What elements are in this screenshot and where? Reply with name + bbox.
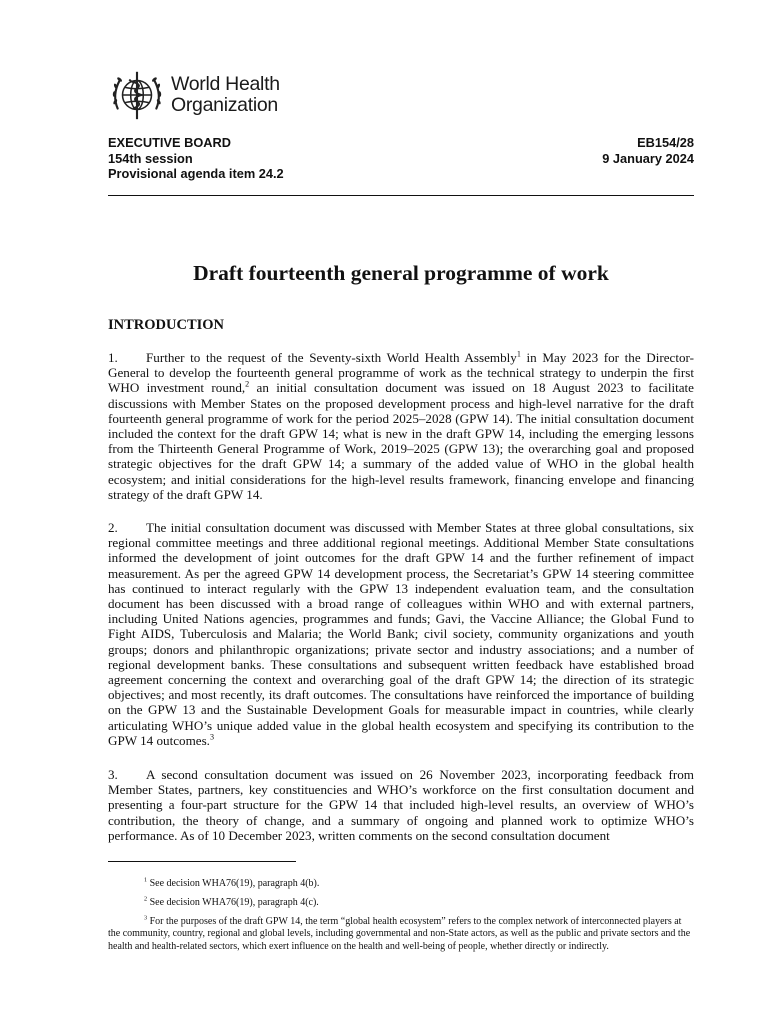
agenda-item: Provisional agenda item 24.2	[108, 166, 284, 181]
header-left	[108, 135, 284, 182]
document-header	[108, 135, 694, 182]
header-divider	[108, 195, 694, 196]
paragraph-number: 2.	[108, 520, 118, 535]
document-symbol: EB154/28	[637, 135, 694, 150]
footnote-ref[interactable]: 3	[209, 732, 215, 742]
header-right	[602, 135, 694, 182]
organization-name	[171, 74, 280, 116]
footnote-3	[108, 916, 694, 953]
footnote-1	[108, 878, 694, 890]
org-name-line-1: World Health	[171, 73, 280, 95]
paragraph-text: in May 2023 for the Director-General to develop the fourteenth general programme of work as the technical strategy to underpin the first WHO investment round,	[108, 350, 694, 396]
footnote-mark: 2	[144, 895, 148, 903]
footnote-text: See decision WHA76(19), paragraph 4(b).	[147, 878, 320, 889]
footnote-text: See decision WHA76(19), paragraph 4(c).	[147, 897, 319, 908]
paragraph-2	[108, 520, 694, 748]
footnote-2	[108, 897, 694, 909]
board-name: EXECUTIVE BOARD	[108, 135, 232, 150]
paragraph-text: The initial consultation document was discussed with Member States at three global consultations, six regional committee meetings and three additional regional meetings. Additional Member State consultations informed the development of joint outcomes for the draft GPW 14 and the further refinement of impact measurement. As per the agreed GPW 14 development process, the Secretariat’s GPW 14 steering committee has continued to interact regularly with the GPW 13 independent evaluation team, and the consultation document has been discussed with a broad range of colleagues within WHO and with external partners, including United Nations agencies, programmes and funds; Gavi, the Vaccine Alliance; the Global Fund to Fight AIDS, Tuberculosis and Malaria; the World Bank; civil society, community organizations and youth groups; donors and philanthropic organizations; private sector and industry associations; and a number of regional development banks. These consultations and subsequent written feedback have established broad agreement concerning the context and overarching goal of the draft GPW 14; the direction of its strategic objectives; and most recently, its draft outcomes. The consultations have reinforced the importance of building on the GPW 13 and the Sustainable Development Goals for measurable impact in countries, while clearly articulating WHO’s unique added value in the global health ecosystem and specifying its contribution to the GPW 14 outcomes.	[108, 520, 694, 748]
paragraph-text: Further to the request of the Seventy-sixth World Health Assembly	[146, 350, 517, 365]
org-name-line-2: Organization	[171, 94, 278, 116]
document-date: 9 January 2024	[602, 150, 694, 166]
footnote-ref[interactable]: 2	[245, 380, 250, 390]
paragraph-number: 3.	[108, 767, 118, 782]
footnote-text: For the purposes of the draft GPW 14, the term “global health ecosystem” refers to the complex network of interconnected players at the community, country, regional and global levels, including governmental and non-State actors, as well as the public and private sectors and the health and health-related sectors, which exert influence on the health and well-being of people, whether directly or indirectly.	[108, 916, 691, 952]
who-emblem-icon	[108, 66, 166, 124]
session-number: 154th session	[108, 150, 193, 166]
paragraph-1	[108, 350, 694, 502]
footnote-mark: 3	[144, 914, 148, 922]
section-heading: INTRODUCTION	[108, 317, 225, 333]
footnote-divider	[108, 861, 296, 862]
who-logo	[108, 66, 280, 124]
paragraph-text: an initial consultation document was issued on 18 August 2023 to facilitate discussions with Member States on the proposed development process and high-level narrative for the draft fourteenth general programme of work for the period 2025–2028 (GPW 14). The initial consultation document included the context for the draft GPW 14; what is new in the draft GPW 14, including the emerging lessons from the Thirteenth General Programme of Work, 2019–2025 (GPW 13); the overarching goal and proposed strategic objectives for the draft GPW 14; a summary of the added value of WHO in the global health ecosystem; and initial considerations for the high-level results framework, financing envelope and financing strategy of the draft GPW 14.	[108, 380, 694, 502]
footnote-ref[interactable]: 1	[516, 349, 521, 359]
paragraph-text: A second consultation document was issued on 26 November 2023, incorporating feedback from Member States, partners, key constituencies and WHO’s workforce on the first consultation document and presenting a four-part structure for the GPW 14 that included high-level results, an overview of WHO’s contribution, the theory of change, and a summary of ongoing and planned work to optimize WHO’s performance. As of 10 December 2023, written comments on the second consultation document	[108, 767, 694, 843]
document-title: Draft fourteenth general programme of work	[193, 261, 609, 285]
paragraph-number: 1.	[108, 350, 118, 365]
paragraph-3	[108, 767, 694, 843]
footnote-mark: 1	[144, 876, 148, 884]
